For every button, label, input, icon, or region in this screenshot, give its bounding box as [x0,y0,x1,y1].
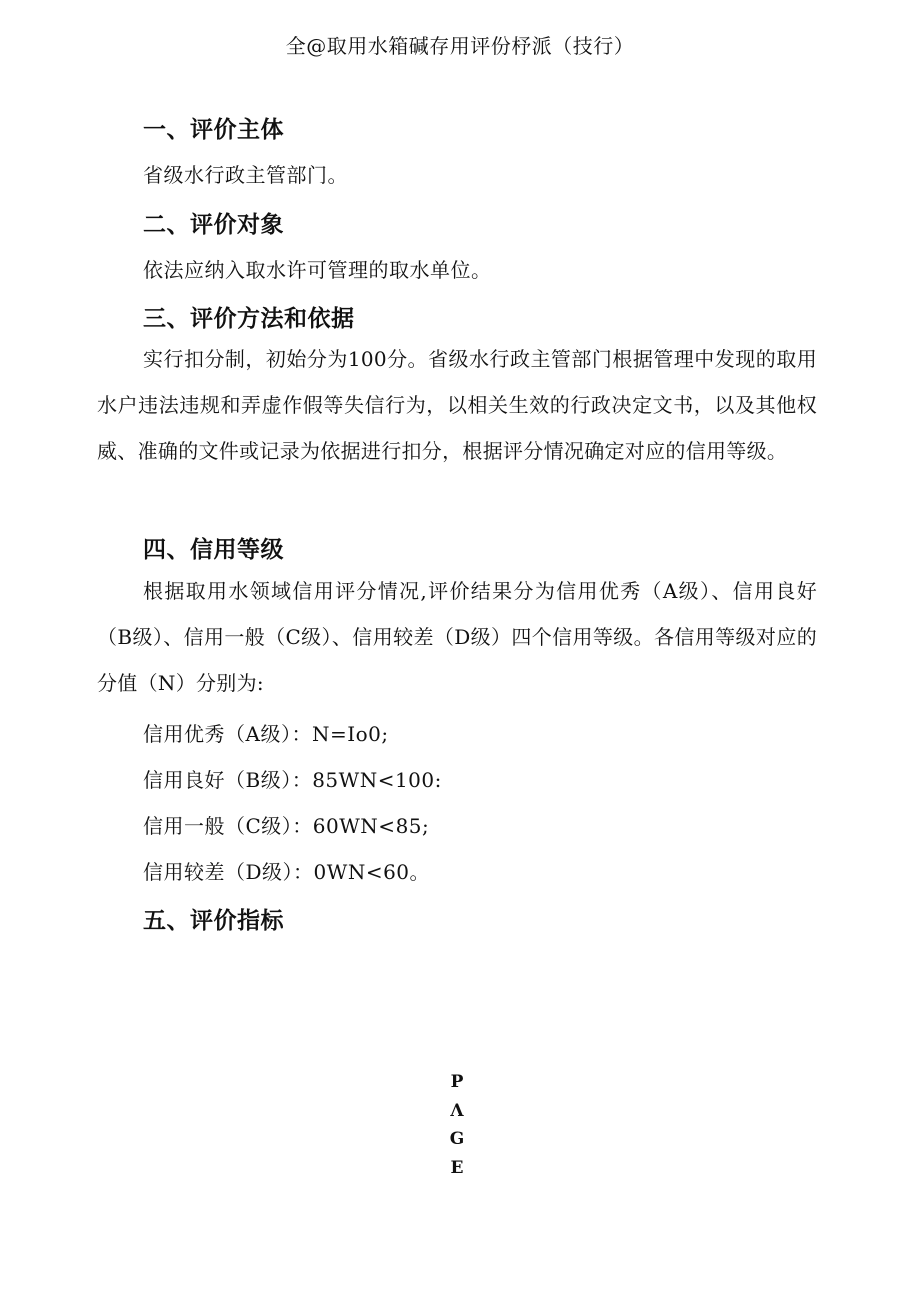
section-paragraph-credit-levels: 根据取用水领域信用评分情况,评价结果分为信用优秀（A级）、信用良好（B级）、信用一般（C级）、信用较差（D级）四个信用等级。各信用等级对应的分值（N）分别为: [97,579,817,695]
page-field-mark [447,1068,467,1182]
page-mark-letter: G [449,1129,465,1149]
section-heading-evaluation-object: 二、评价对象 [143,212,284,238]
credit-level-c: 信用一般（C级）：60WN<85; [143,814,430,838]
section-heading-evaluation-indicators: 五、评价指标 [143,908,284,934]
section-paragraph-method-basis: 实行扣分制，初始分为100分。省级水行政主管部门根据管理中发现的取用水户违法违规和弄虚作假等失信行为，以相关生效的行政决定文书，以及其他权威、准确的文件或记录为依据进行扣分，根据评分情况确定对应的信用等级。 [97,347,817,463]
credit-level-b: 信用良好（B级）：85WN<100: [143,768,442,792]
credit-level-d: 信用较差（D级）：0WN<60。 [143,860,431,884]
page-mark-letter: P [450,1072,464,1092]
page-header-title: 全@取用水箱碱存用评份杼派（技行） [285,34,635,58]
section-text-evaluation-object: 依法应纳入取水许可管理的取水单位。 [143,258,492,282]
section-text-evaluation-subject: 省级水行政主管部门。 [143,163,348,187]
page-mark-letter: E [450,1157,464,1178]
section-heading-method-basis: 三、评价方法和依据 [143,306,355,332]
section-heading-credit-levels: 四、信用等级 [143,537,284,563]
section-heading-evaluation-subject: 一、评价主体 [143,117,284,143]
credit-level-a: 信用优秀（A级）：N=Io0; [143,722,389,746]
page-mark-letter: Λ [450,1100,464,1121]
